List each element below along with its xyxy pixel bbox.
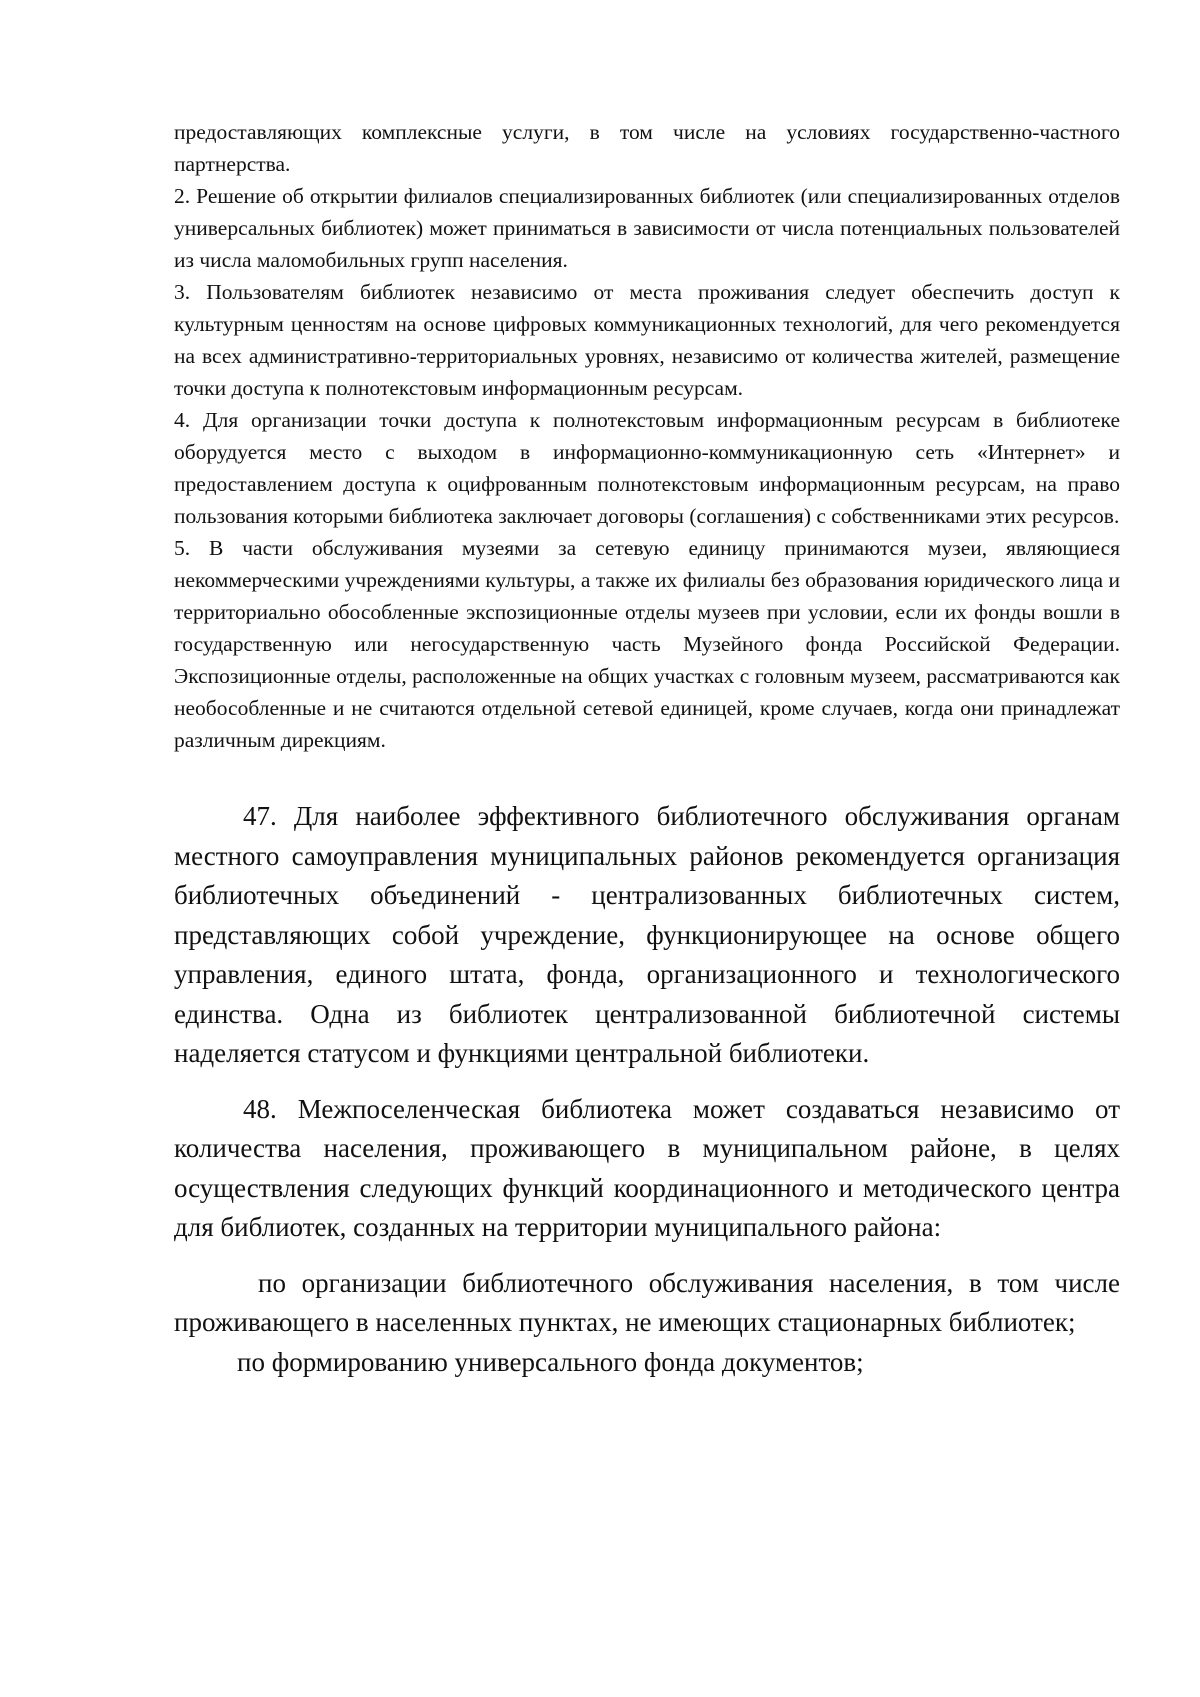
main-text-section	[174, 797, 1120, 1382]
paragraph-47: 47. Для наиболее эффективного библиотечного обслуживания органам местного самоуправления муниципальных районов рекомендуется организация библиотечных объединений - централизованных библиотечных систем, представляющих собой учреждение, функционирующее на основе общего управления, единого штата, фонда, организационного и технологического единства. Одна из библиотек централизованной библиотечной системы наделяется статусом и функциями центральной библиотеки.	[174, 801, 1120, 1068]
paragraph-48-item-2: по формированию универсального фонда документов;	[237, 1346, 864, 1377]
paragraph-48-item-1: по организации библиотечного обслуживания населения, в том числе проживающего в населенных пунктах, не имеющих стационарных библиотек;	[174, 1267, 1120, 1337]
document-page	[174, 116, 1120, 1382]
note-4: 4. Для организации точки доступа к полнотекстовым информационным ресурсам в библиотеке оборудуется место с выходом в информационно-коммуникационную сеть «Интернет» и предоставлением доступа к оцифрованным полнотекстовым информационным ресурсам, на право пользования которыми библиотека заключает договоры (соглашения) с собственниками этих ресурсов.	[174, 408, 1120, 528]
note-continuation: предоставляющих комплексные услуги, в том числе на условиях государственно-частного партнерства.	[174, 120, 1120, 176]
note-2: 2. Решение об открытии филиалов специализированных библиотек (или специализированных отделов универсальных библиотек) может приниматься в зависимости от числа потенциальных пользователей из числа маломобильных групп населения.	[174, 184, 1120, 272]
paragraph-48: 48. Межпоселенческая библиотека может создаваться независимо от количества населения, проживающего в муниципальном районе, в целях осуществления следующих функций координационного и методического центра для библиотек, созданных на территории муниципального района:	[174, 1093, 1120, 1242]
note-3: 3. Пользователям библиотек независимо от места проживания следует обеспечить доступ к культурным ценностям на основе цифровых коммуникационных технологий, для чего рекомендуется на всех административно-территориальных уровнях, независимо от количества жителей, размещение точки доступа к полнотекстовым информационным ресурсам.	[174, 280, 1120, 400]
note-5: 5. В части обслуживания музеями за сетевую единицу принимаются музеи, являющиеся некоммерческими учреждениями культуры, а также их филиалы без образования юридического лица и территориально обособленные экспозиционные отделы музеев при условии, если их фонды вошли в государственную или негосударственную часть Музейного фонда Российской Федерации. Экспозиционные отделы, расположенные на общих участках с головным музеем, рассматриваются как необособленные и не считаются отдельной сетевой единицей, кроме случаев, когда они принадлежат различным дирекциям.	[174, 536, 1120, 752]
notes-section	[174, 116, 1120, 756]
